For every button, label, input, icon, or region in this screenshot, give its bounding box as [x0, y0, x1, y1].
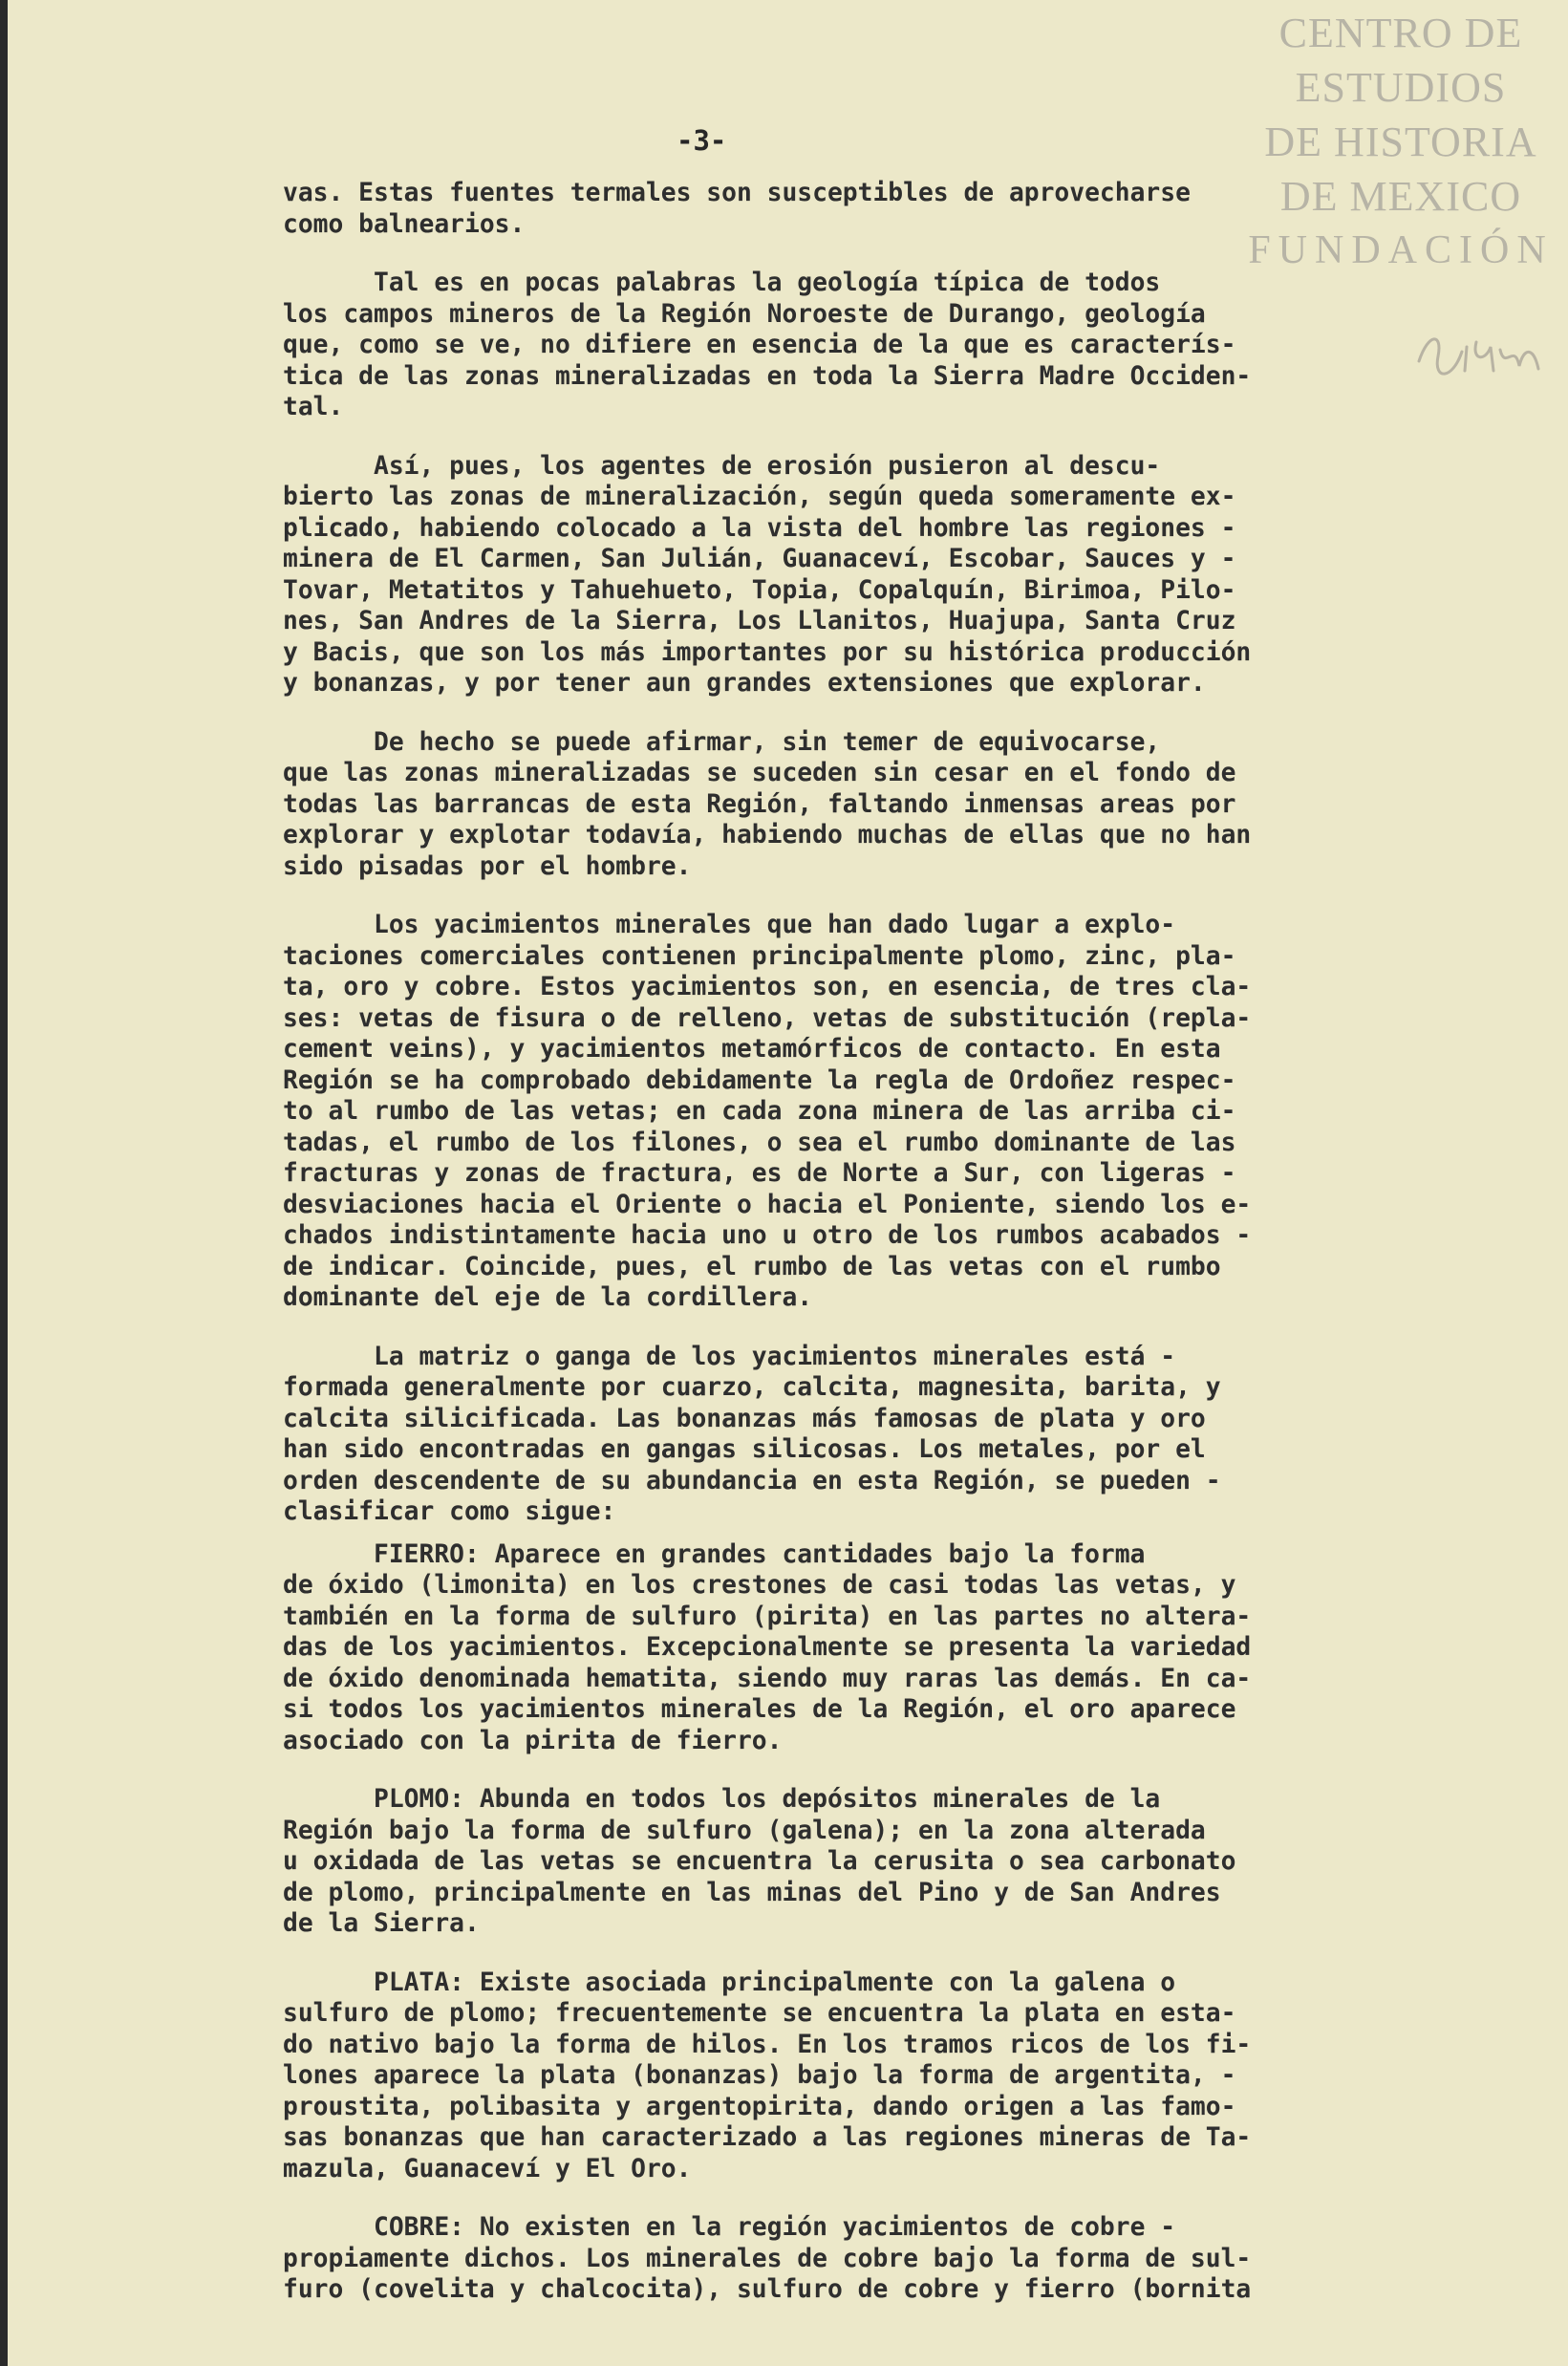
text-line: to al rumbo de las vetas; en cada zona minera de las arriba ci-: [283, 1097, 1236, 1126]
text-line: explorar y explotar todavía, habiendo muchas de ellas que no han: [283, 821, 1252, 850]
text-line: fracturas y zonas de fractura, es de Norte a Sur, con ligeras -: [283, 1159, 1236, 1188]
text-line: Tovar, Metatitos y Tahuehueto, Topia, Copalquín, Birimoa, Pilo-: [283, 575, 1236, 605]
text-line: de óxido denominada hematita, siendo muy raras las demás. En ca-: [283, 1664, 1252, 1693]
paragraph-10: [283, 2212, 1458, 2306]
paragraph-2: [283, 268, 1458, 423]
text-line: mazula, Guanaceví y El Oro.: [283, 2154, 692, 2183]
text-line: de óxido (limonita) en los crestones de casi todas las vetas, y: [283, 1571, 1236, 1600]
watermark-line-1: CENTRO DE: [1278, 10, 1523, 56]
text-line: propiamente dichos. Los minerales de cobre bajo la forma de sul-: [283, 2244, 1252, 2273]
text-line: lones aparece la plata (bonanzas) bajo la forma de argentita, -: [283, 2061, 1236, 2090]
paragraph-8: [283, 1784, 1458, 1940]
text-line: desviaciones hacia el Oriente o hacia el Poniente, siendo los e-: [283, 1190, 1252, 1219]
text-line: Los yacimientos minerales que han dado lugar a explo-: [283, 911, 1176, 939]
text-line: De hecho se puede afirmar, sin temer de equivocarse,: [283, 727, 1161, 757]
text-line: tadas, el rumbo de los filones, o sea el rumbo dominante de las: [283, 1128, 1236, 1157]
paragraph-9: [283, 1968, 1458, 2185]
text-line: sido pisadas por el hombre.: [283, 851, 692, 881]
text-line: Tal es en pocas palabras la geología típica de todos: [283, 269, 1161, 297]
watermark-line-2: ESTUDIOS: [1295, 64, 1507, 111]
text-line: como balnearios.: [283, 209, 526, 239]
text-line: han sido encontradas en gangas silicosas. Los metales, por el: [283, 1435, 1206, 1464]
text-line: todas las barrancas de esta Región, faltando inmensas areas por: [283, 789, 1236, 819]
paragraph-4: [283, 727, 1458, 883]
paragraph-1: [283, 178, 1458, 240]
text-line: taciones comerciales contienen principalmente plomo, zinc, pla-: [283, 941, 1236, 971]
paragraph-3: [283, 451, 1458, 699]
text-line: ta, oro y cobre. Estos yacimientos son, en esencia, de tres cla-: [283, 973, 1252, 1001]
text-line: si todos los yacimientos minerales de la Región, el oro aparece: [283, 1695, 1236, 1724]
text-line: minera de El Carmen, San Julián, Guanaceví, Escobar, Sauces y -: [283, 545, 1236, 573]
text-line: también en la forma de sulfuro (pirita) en las partes no altera-: [283, 1602, 1252, 1631]
text-line: calcita silicificada. Las bonanzas más famosas de plata y oro: [283, 1404, 1206, 1433]
text-line: chados indistintamente hacia uno u otro de los rumbos acabados -: [283, 1221, 1252, 1250]
text-line: de plomo, principalmente en las minas del Pino y de San Andres: [283, 1878, 1221, 1907]
text-line: Región se ha comprobado debidamente la regla de Ordoñez respec-: [283, 1065, 1236, 1095]
text-line: COBRE: No existen en la región yacimientos de cobre -: [283, 2213, 1176, 2242]
text-line: proustita, polibasita y argentopirita, dando origen a las famo-: [283, 2092, 1236, 2121]
text-line: tica de las zonas mineralizadas en toda la Sierra Madre Occiden-: [283, 361, 1252, 391]
watermark-foundation: FUNDACIÓN: [1248, 228, 1554, 272]
text-line: y Bacis, que son los más importantes por su histórica producción: [283, 637, 1252, 667]
text-line: furo (covelita y chalcocita), sulfuro de cobre y fierro (bornita: [283, 2275, 1252, 2304]
text-line: cement veins), y yacimientos metamórficos de contacto. En esta: [283, 1035, 1221, 1064]
text-line: nes, San Andres de la Sierra, Los Llanitos, Huajupa, Santa Cruz: [283, 607, 1236, 635]
text-line: do nativo bajo la forma de hilos. En los tramos ricos de los fi-: [283, 2030, 1252, 2059]
text-line: dominante del eje de la cordillera.: [283, 1283, 813, 1312]
text-line: sulfuro de plomo; frecuentemente se encuentra la plata en esta-: [283, 1999, 1236, 2028]
text-line: de indicar. Coincide, pues, el rumbo de las vetas con el rumbo: [283, 1252, 1221, 1281]
watermark-line-3: DE HISTORIA: [1264, 118, 1537, 165]
text-line: formada generalmente por cuarzo, calcita, magnesita, barita, y: [283, 1373, 1221, 1402]
text-line: FIERRO: Aparece en grandes cantidades bajo la forma: [283, 1539, 1146, 1569]
document-body: [283, 178, 1458, 2334]
text-line: vas. Estas fuentes termales son susceptibles de aprovecharse: [283, 179, 1191, 207]
text-line: das de los yacimientos. Excepcionalmente se presenta la variedad: [283, 1633, 1252, 1662]
text-line: Así, pues, los agentes de erosión pusieron al descu-: [283, 451, 1161, 481]
watermark-line-4: DE MEXICO: [1279, 173, 1522, 220]
text-line: sas bonanzas que han caracterizado a las regiones mineras de Ta-: [283, 2123, 1252, 2152]
paragraph-7: [283, 1539, 1458, 1757]
document-page: [8, 0, 1568, 2366]
text-line: y bonanzas, y por tener aun grandes extensiones que explorar.: [283, 669, 1206, 698]
text-line: Región bajo la forma de sulfuro (galena); en la zona alterada: [283, 1816, 1206, 1845]
text-line: tal.: [283, 393, 344, 421]
text-line: que las zonas mineralizadas se suceden sin cesar en el fondo de: [283, 759, 1236, 787]
text-line: bierto las zonas de mineralización, según queda someramente ex-: [283, 483, 1236, 511]
text-line: de la Sierra.: [283, 1909, 480, 1938]
text-line: ses: vetas de fisura o de relleno, vetas de substitución (repla-: [283, 1003, 1252, 1033]
text-line: PLATA: Existe asociada principalmente con la galena o: [283, 1968, 1176, 1997]
text-line: que, como se ve, no difiere en esencia de la que es caracterís-: [283, 331, 1236, 359]
text-line: clasificar como sigue:: [283, 1497, 616, 1526]
text-line: los campos mineros de la Región Noroeste de Durango, geología: [283, 299, 1206, 329]
paragraph-5: [283, 910, 1458, 1314]
page-number: -3-: [677, 124, 727, 157]
text-line: u oxidada de las vetas se encuentra la cerusita o sea carbonato: [283, 1847, 1236, 1876]
text-line: La matriz o ganga de los yacimientos minerales está -: [283, 1342, 1176, 1371]
text-line: orden descendente de su abundancia en esta Región, se pueden -: [283, 1466, 1221, 1495]
text-line: asociado con la pirita de fierro.: [283, 1726, 783, 1755]
text-line: PLOMO: Abunda en todos los depósitos minerales de la: [283, 1785, 1161, 1814]
paragraph-6: [283, 1342, 1458, 1528]
text-line: plicado, habiendo colocado a la vista del hombre las regiones -: [283, 513, 1236, 543]
